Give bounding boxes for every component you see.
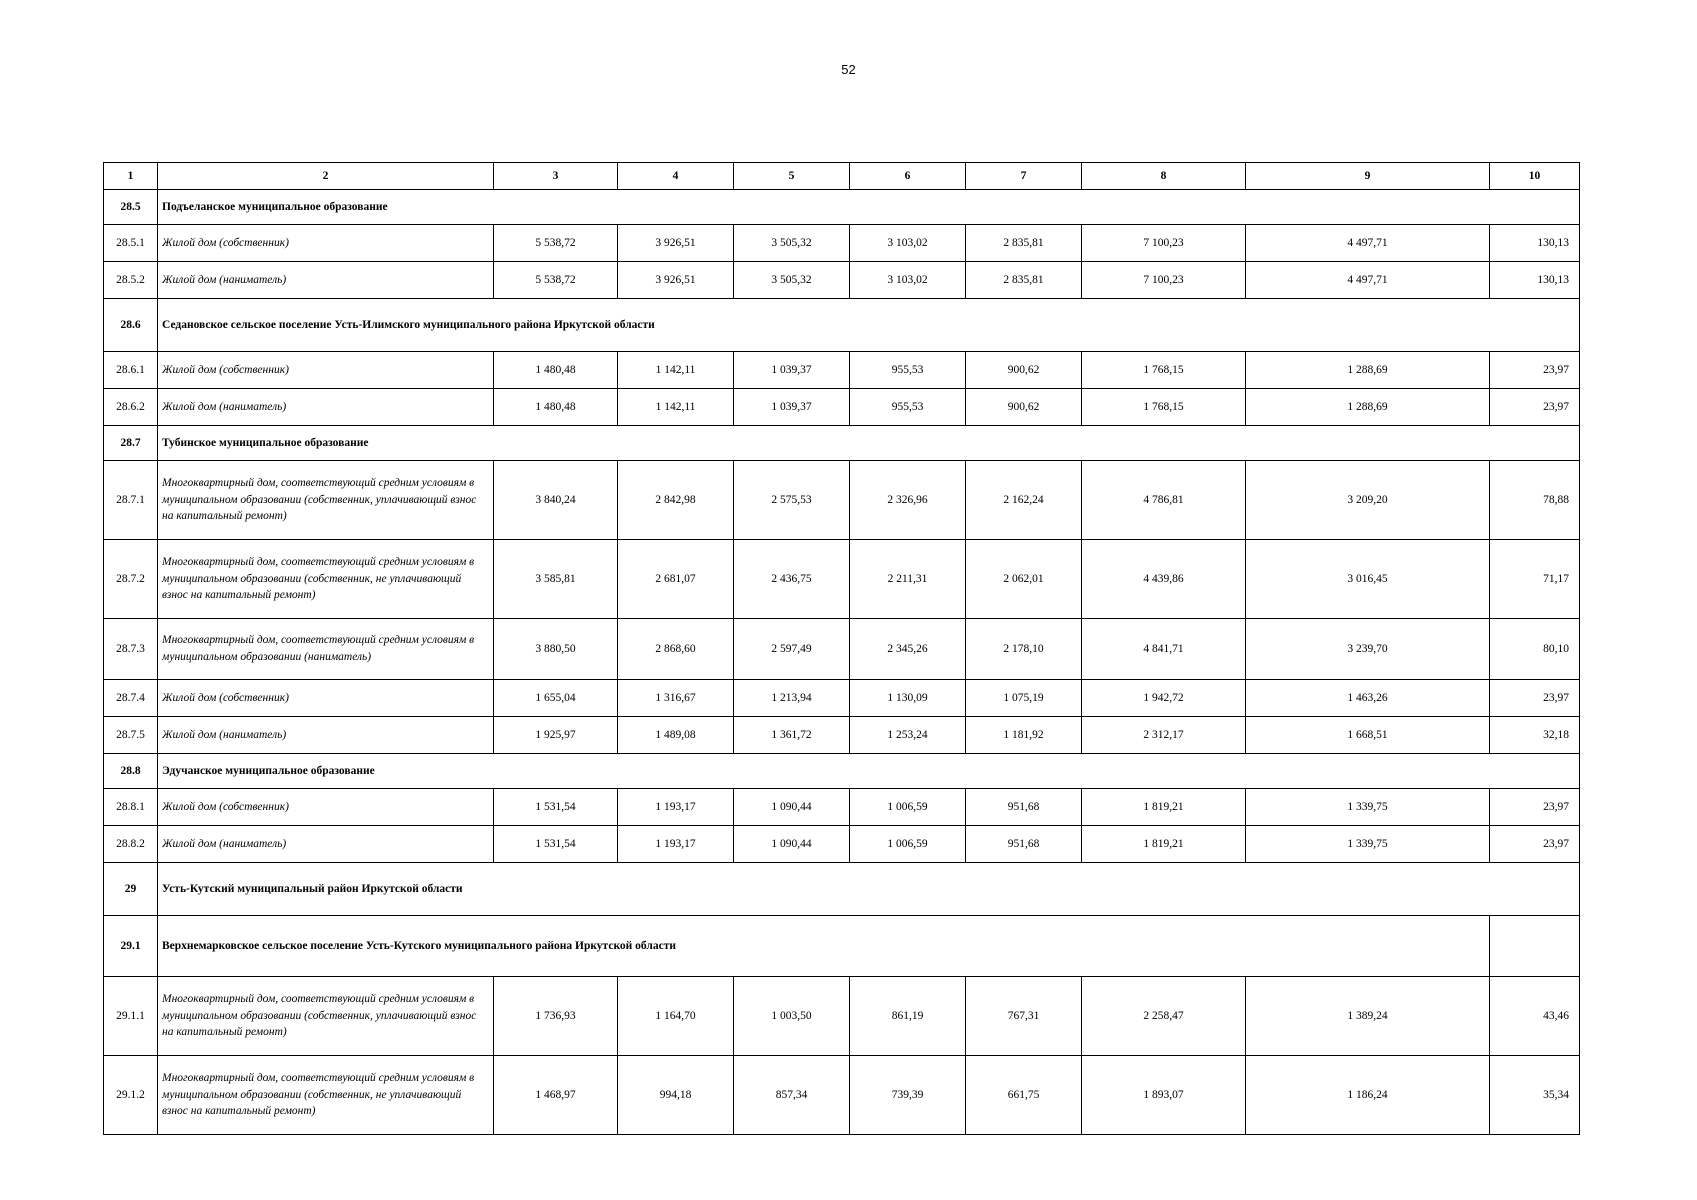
value-cell: 1 736,93 — [494, 977, 618, 1056]
value-cell: 1 003,50 — [734, 977, 850, 1056]
value-cell: 3 505,32 — [734, 225, 850, 262]
row-code: 28.5.2 — [104, 262, 158, 299]
value-cell: 78,88 — [1490, 461, 1580, 540]
value-cell: 1 164,70 — [618, 977, 734, 1056]
value-cell: 2 178,10 — [966, 619, 1082, 680]
column-header: 10 — [1490, 163, 1580, 190]
row-code: 28.5.1 — [104, 225, 158, 262]
value-cell: 2 345,26 — [850, 619, 966, 680]
value-cell: 1 039,37 — [734, 389, 850, 426]
value-cell: 1 142,11 — [618, 389, 734, 426]
value-cell: 1 463,26 — [1246, 680, 1490, 717]
value-cell: 2 211,31 — [850, 540, 966, 619]
row-code: 28.8.2 — [104, 826, 158, 863]
value-cell: 1 893,07 — [1082, 1056, 1246, 1135]
column-header: 4 — [618, 163, 734, 190]
value-cell: 4 497,71 — [1246, 225, 1490, 262]
value-cell: 1 193,17 — [618, 789, 734, 826]
value-cell: 3 926,51 — [618, 225, 734, 262]
value-cell: 1 339,75 — [1246, 826, 1490, 863]
row-name: Жилой дом (наниматель) — [158, 717, 494, 754]
row-name: Многоквартирный дом, соответствующий средним условиям в муниципальном образовании (наниматель) — [158, 619, 494, 680]
row-name: Жилой дом (наниматель) — [158, 389, 494, 426]
column-header: 9 — [1246, 163, 1490, 190]
row-code: 28.8 — [104, 754, 158, 789]
value-cell: 1 213,94 — [734, 680, 850, 717]
row-name: Жилой дом (собственник) — [158, 225, 494, 262]
row-code: 29.1.1 — [104, 977, 158, 1056]
value-cell: 2 681,07 — [618, 540, 734, 619]
value-cell: 4 841,71 — [1082, 619, 1246, 680]
table-row — [104, 461, 1580, 540]
group-row — [104, 190, 1580, 225]
value-cell: 2 868,60 — [618, 619, 734, 680]
value-cell: 2 842,98 — [618, 461, 734, 540]
value-cell: 2 312,17 — [1082, 717, 1246, 754]
header-row — [104, 163, 1580, 190]
row-code: 28.7.1 — [104, 461, 158, 540]
value-cell: 951,68 — [966, 826, 1082, 863]
group-row — [104, 754, 1580, 789]
value-cell: 2 436,75 — [734, 540, 850, 619]
value-cell: 3 505,32 — [734, 262, 850, 299]
value-cell: 3 840,24 — [494, 461, 618, 540]
value-cell: 2 835,81 — [966, 262, 1082, 299]
value-cell: 955,53 — [850, 352, 966, 389]
value-cell: 7 100,23 — [1082, 225, 1246, 262]
table-row — [104, 977, 1580, 1056]
value-cell: 3 103,02 — [850, 225, 966, 262]
table-row — [104, 826, 1580, 863]
table-row — [104, 1056, 1580, 1135]
table-row — [104, 262, 1580, 299]
value-cell: 80,10 — [1490, 619, 1580, 680]
row-name: Жилой дом (собственник) — [158, 352, 494, 389]
value-cell: 3 209,20 — [1246, 461, 1490, 540]
value-cell: 1 288,69 — [1246, 389, 1490, 426]
value-cell: 2 575,53 — [734, 461, 850, 540]
table-row — [104, 717, 1580, 754]
value-cell: 1 531,54 — [494, 789, 618, 826]
group-row — [104, 299, 1580, 352]
value-cell: 1 006,59 — [850, 789, 966, 826]
value-cell: 3 585,81 — [494, 540, 618, 619]
row-code: 28.7.4 — [104, 680, 158, 717]
value-cell: 1 531,54 — [494, 826, 618, 863]
value-cell: 2 258,47 — [1082, 977, 1246, 1056]
value-cell: 951,68 — [966, 789, 1082, 826]
value-cell: 32,18 — [1490, 717, 1580, 754]
value-cell: 43,46 — [1490, 977, 1580, 1056]
column-header: 3 — [494, 163, 618, 190]
value-cell: 1 925,97 — [494, 717, 618, 754]
value-cell: 2 835,81 — [966, 225, 1082, 262]
value-cell: 1 186,24 — [1246, 1056, 1490, 1135]
value-cell: 1 942,72 — [1082, 680, 1246, 717]
value-cell: 1 288,69 — [1246, 352, 1490, 389]
group-row — [104, 863, 1580, 916]
empty-cell — [1490, 916, 1580, 977]
value-cell: 1 768,15 — [1082, 352, 1246, 389]
value-cell: 23,97 — [1490, 789, 1580, 826]
value-cell: 3 016,45 — [1246, 540, 1490, 619]
value-cell: 23,97 — [1490, 389, 1580, 426]
value-cell: 1 768,15 — [1082, 389, 1246, 426]
column-header: 2 — [158, 163, 494, 190]
column-header: 8 — [1082, 163, 1246, 190]
value-cell: 1 480,48 — [494, 389, 618, 426]
row-name: Жилой дом (наниматель) — [158, 826, 494, 863]
column-header: 5 — [734, 163, 850, 190]
row-name: Жилой дом (собственник) — [158, 789, 494, 826]
row-name: Жилой дом (собственник) — [158, 680, 494, 717]
value-cell: 2 326,96 — [850, 461, 966, 540]
group-name: Эдучанское муниципальное образование — [158, 754, 1580, 789]
value-cell: 2 062,01 — [966, 540, 1082, 619]
value-cell: 23,97 — [1490, 352, 1580, 389]
table-row — [104, 540, 1580, 619]
value-cell: 4 439,86 — [1082, 540, 1246, 619]
row-code: 28.7 — [104, 426, 158, 461]
value-cell: 1 130,09 — [850, 680, 966, 717]
group-row — [104, 916, 1580, 977]
tariff-table — [103, 162, 1580, 1135]
row-code: 28.6.2 — [104, 389, 158, 426]
table-row — [104, 389, 1580, 426]
value-cell: 4 497,71 — [1246, 262, 1490, 299]
value-cell: 1 181,92 — [966, 717, 1082, 754]
column-header: 6 — [850, 163, 966, 190]
value-cell: 1 480,48 — [494, 352, 618, 389]
row-code: 29.1 — [104, 916, 158, 977]
value-cell: 1 090,44 — [734, 826, 850, 863]
value-cell: 1 253,24 — [850, 717, 966, 754]
value-cell: 71,17 — [1490, 540, 1580, 619]
value-cell: 661,75 — [966, 1056, 1082, 1135]
value-cell: 130,13 — [1490, 262, 1580, 299]
page-number: 52 — [841, 62, 856, 77]
value-cell: 1 193,17 — [618, 826, 734, 863]
value-cell: 23,97 — [1490, 680, 1580, 717]
row-code: 28.5 — [104, 190, 158, 225]
group-name: Подъеланское муниципальное образование — [158, 190, 1580, 225]
value-cell: 1 361,72 — [734, 717, 850, 754]
value-cell: 994,18 — [618, 1056, 734, 1135]
row-code: 28.6.1 — [104, 352, 158, 389]
value-cell: 1 819,21 — [1082, 789, 1246, 826]
column-header: 1 — [104, 163, 158, 190]
table-row — [104, 225, 1580, 262]
value-cell: 3 103,02 — [850, 262, 966, 299]
row-code: 28.7.3 — [104, 619, 158, 680]
value-cell: 955,53 — [850, 389, 966, 426]
value-cell: 4 786,81 — [1082, 461, 1246, 540]
row-code: 28.7.2 — [104, 540, 158, 619]
value-cell: 1 316,67 — [618, 680, 734, 717]
row-name: Многоквартирный дом, соответствующий средним условиям в муниципальном образовании (собственник, не уплачивающий взнос на капитальный ремонт) — [158, 1056, 494, 1135]
value-cell: 2 162,24 — [966, 461, 1082, 540]
table-row — [104, 619, 1580, 680]
value-cell: 3 239,70 — [1246, 619, 1490, 680]
row-code: 29.1.2 — [104, 1056, 158, 1135]
value-cell: 1 039,37 — [734, 352, 850, 389]
table-row — [104, 680, 1580, 717]
value-cell: 1 468,97 — [494, 1056, 618, 1135]
group-name: Седановское сельское поселение Усть-Илимского муниципального района Иркутской области — [158, 299, 1580, 352]
value-cell: 5 538,72 — [494, 225, 618, 262]
table-row — [104, 789, 1580, 826]
value-cell: 1 389,24 — [1246, 977, 1490, 1056]
value-cell: 1 489,08 — [618, 717, 734, 754]
value-cell: 1 819,21 — [1082, 826, 1246, 863]
value-cell: 1 090,44 — [734, 789, 850, 826]
value-cell: 2 597,49 — [734, 619, 850, 680]
table-row — [104, 352, 1580, 389]
row-name: Многоквартирный дом, соответствующий средним условиям в муниципальном образовании (собственник, уплачивающий взнос на капитальный ремонт) — [158, 977, 494, 1056]
value-cell: 1 142,11 — [618, 352, 734, 389]
value-cell: 35,34 — [1490, 1056, 1580, 1135]
value-cell: 130,13 — [1490, 225, 1580, 262]
row-name: Многоквартирный дом, соответствующий средним условиям в муниципальном образовании (собственник, уплачивающий взнос на капитальный ремонт) — [158, 461, 494, 540]
row-code: 28.7.5 — [104, 717, 158, 754]
value-cell: 1 655,04 — [494, 680, 618, 717]
value-cell: 1 006,59 — [850, 826, 966, 863]
group-name: Тубинское муниципальное образование — [158, 426, 1580, 461]
value-cell: 1 075,19 — [966, 680, 1082, 717]
row-code: 29 — [104, 863, 158, 916]
column-header: 7 — [966, 163, 1082, 190]
value-cell: 1 668,51 — [1246, 717, 1490, 754]
value-cell: 861,19 — [850, 977, 966, 1056]
row-code: 28.8.1 — [104, 789, 158, 826]
value-cell: 23,97 — [1490, 826, 1580, 863]
value-cell: 900,62 — [966, 389, 1082, 426]
row-name: Жилой дом (наниматель) — [158, 262, 494, 299]
row-name: Многоквартирный дом, соответствующий средним условиям в муниципальном образовании (собственник, не уплачивающий взнос на капитальный ремонт) — [158, 540, 494, 619]
value-cell: 767,31 — [966, 977, 1082, 1056]
value-cell: 1 339,75 — [1246, 789, 1490, 826]
value-cell: 3 880,50 — [494, 619, 618, 680]
value-cell: 857,34 — [734, 1056, 850, 1135]
value-cell: 900,62 — [966, 352, 1082, 389]
value-cell: 3 926,51 — [618, 262, 734, 299]
group-name: Верхнемарковское сельское поселение Усть-Кутского муниципального района Иркутской области — [158, 916, 1490, 977]
group-row — [104, 426, 1580, 461]
value-cell: 5 538,72 — [494, 262, 618, 299]
value-cell: 7 100,23 — [1082, 262, 1246, 299]
group-name: Усть-Кутский муниципальный район Иркутской области — [158, 863, 1580, 916]
value-cell: 739,39 — [850, 1056, 966, 1135]
row-code: 28.6 — [104, 299, 158, 352]
